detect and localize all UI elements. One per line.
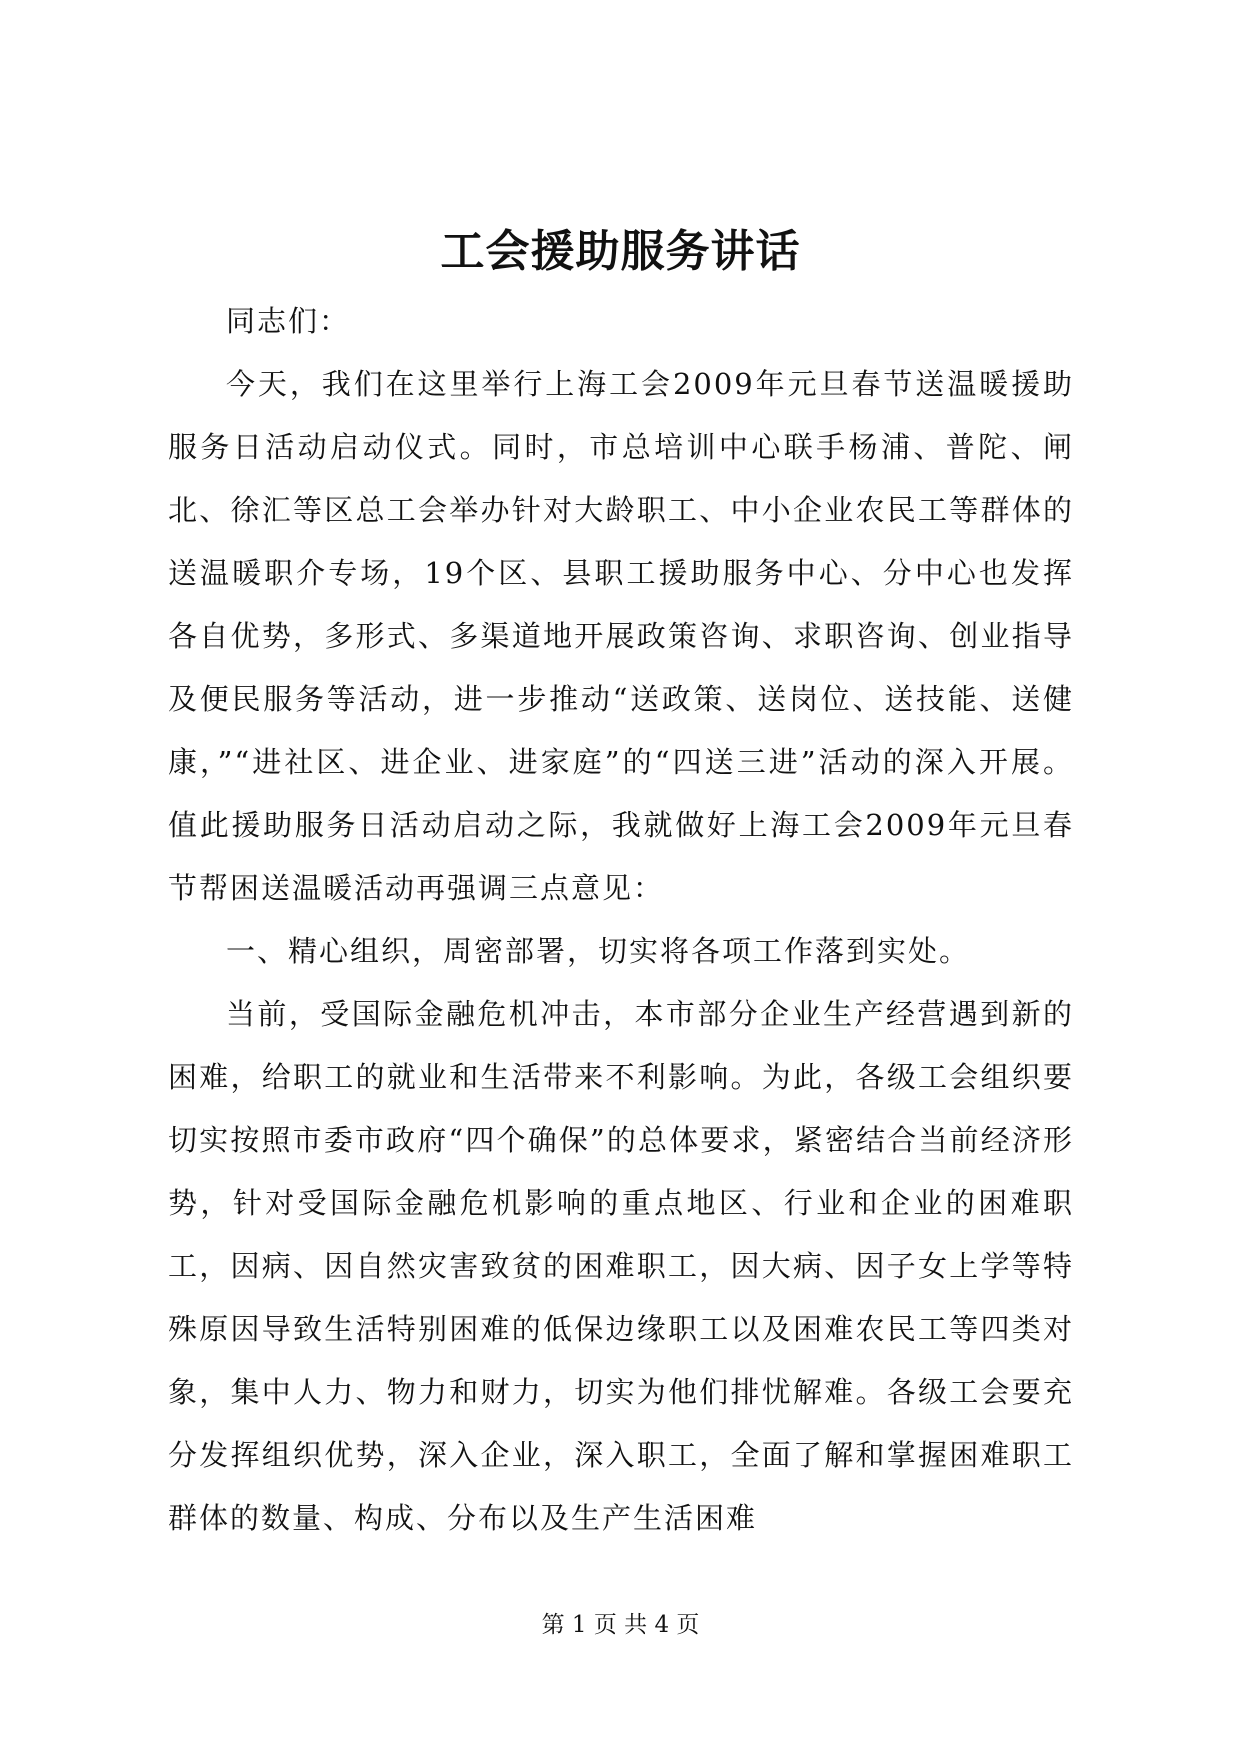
body-paragraph: 当前，受国际金融危机冲击，本市部分企业生产经营遇到新的困难，给职工的就业和生活带来不利影响。为此，各级工会组织要切实按照市委市政府“四个确保”的总体要求，紧密结合当前经济形势，针对受国际金融危机影响的重点地区、行业和企业的困难职工，因病、因自然灾害致贫的困难职工，因大病、因子女上学等特殊原因导致生活特别困难的低保边缘职工以及困难农民工等四类对象，集中人力、物力和财力，切实为他们排忧解难。各级工会要充分发挥组织优势，深入企业，深入职工，全面了解和掌握困难职工群体的数量、构成、分布以及生产生活困难 [168,997,1074,1535]
page-number-footer: 第 1 页 共 4 页 [541,1612,700,1638]
document-title: 工会援助服务讲话 [440,226,801,277]
section-heading-paragraph: 一、精心组织，周密部署，切实将各项工作落到实处。 [226,934,971,968]
document-body [168,290,1074,1550]
body-paragraph: 今天，我们在这里举行上海工会2009年元旦春节送温暖援助服务日活动启动仪式。同时，市总培训中心联手杨浦、普陀、闸北、徐汇等区总工会举办针对大龄职工、中小企业农民工等群体的送温暖职介专场，19个区、县职工援助服务中心、分中心也发挥各自优势，多形式、多渠道地开展政策咨询、求职咨询、创业指导及便民服务等活动，进一步推动“送政策、送岗位、送技能、送健康，”“进社区、进企业、进家庭”的“四送三进”活动的深入开展。值此援助服务日活动启动之际，我就做好上海工会2009年元旦春节帮困送温暖活动再强调三点意见： [168,367,1074,905]
greeting-paragraph: 同志们： [226,304,351,338]
